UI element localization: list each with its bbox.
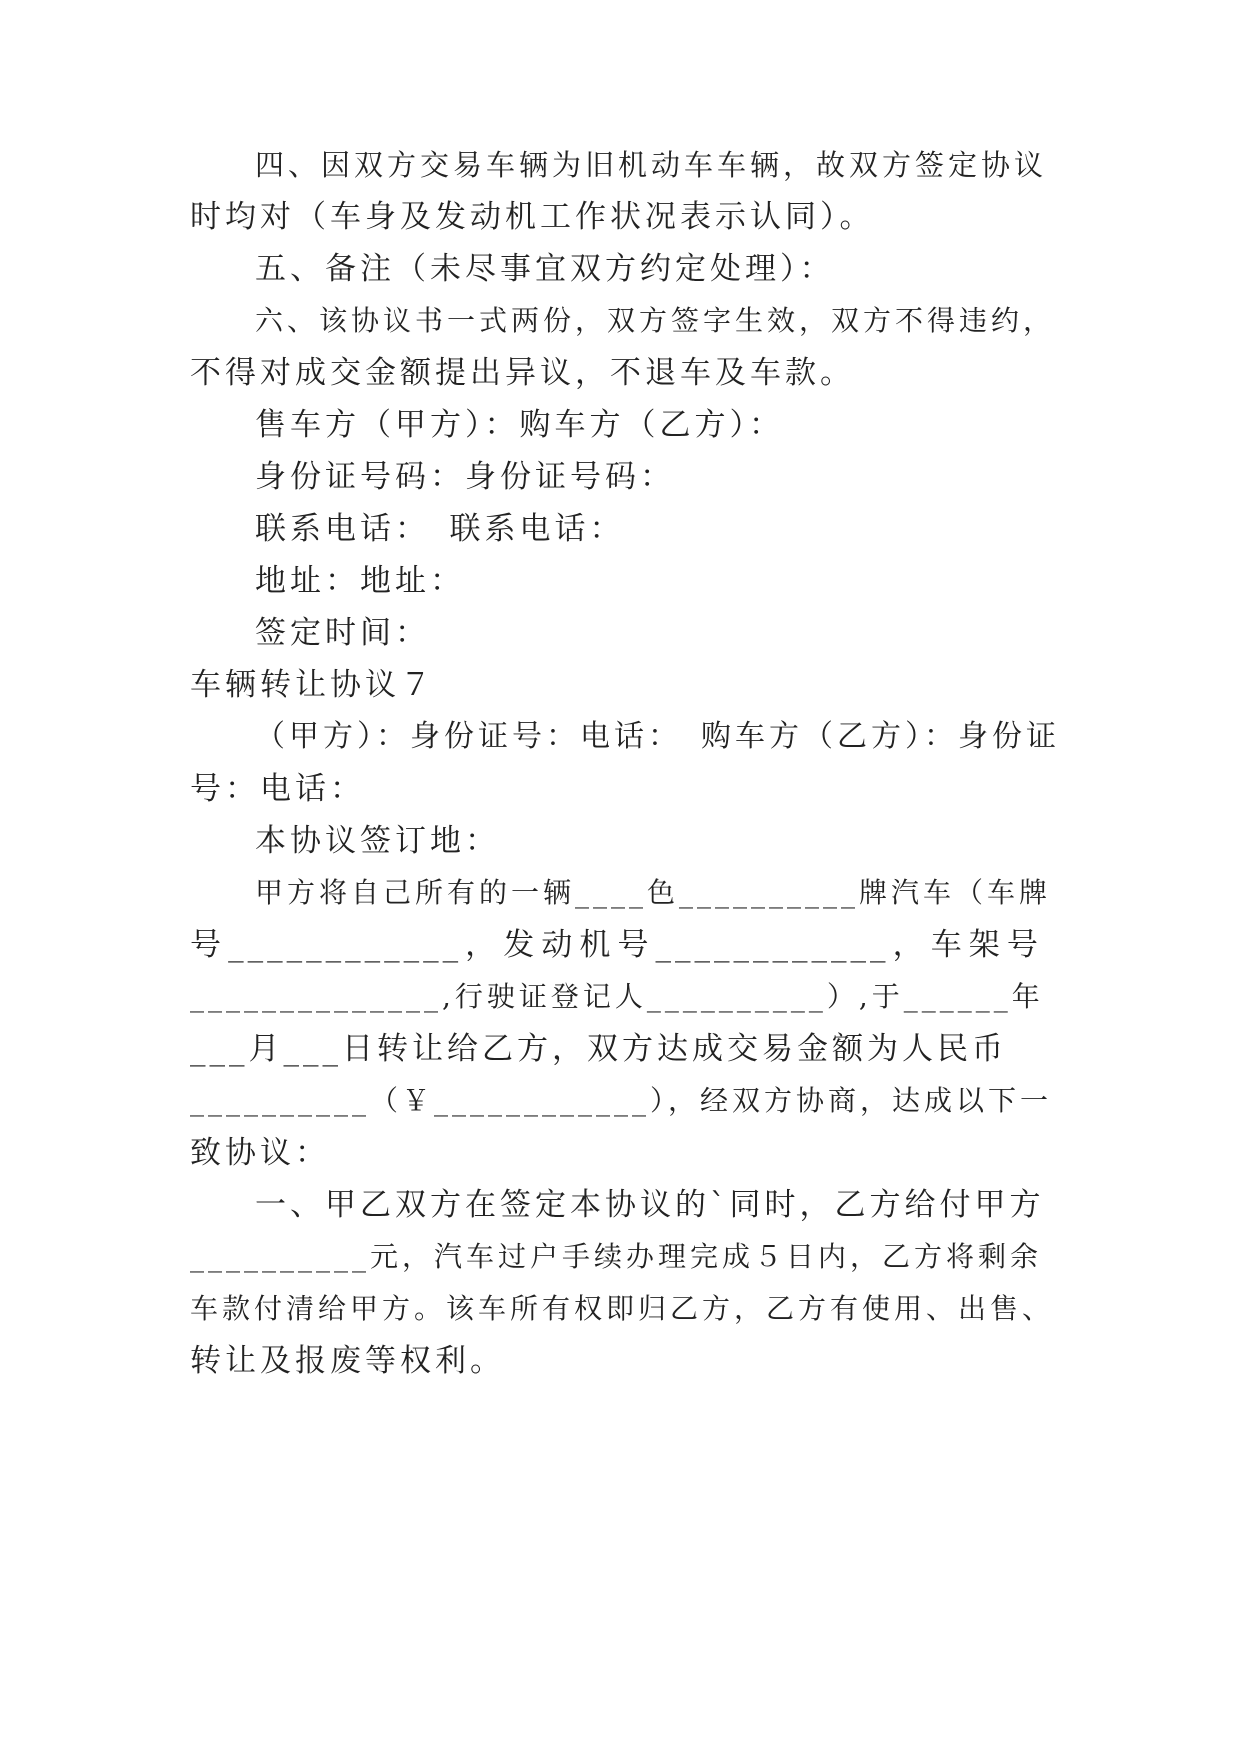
paragraph-line: （甲方）：身份证号：电话： 购车方（乙方）：身份证 (255, 719, 1060, 754)
text-segment: 发 (503, 927, 539, 963)
text-segment: 动 (541, 927, 577, 963)
paragraph-line: 四、因双方交易车辆为旧机动车车辆，故双方签定协议 (255, 148, 1048, 182)
text-segment: 号 (190, 927, 225, 963)
text-segment: 架 (968, 927, 1004, 963)
paragraph-line: 联系电话： 联系电话： (255, 511, 625, 547)
paragraph-line: 身份证号码：身份证号码： (255, 459, 675, 495)
paragraph-line: ______________,行驶证登记人__________）,于______年 (190, 980, 1044, 1013)
paragraph-line: 甲方将自己所有的一辆____色__________牌汽车（车牌 (255, 876, 1052, 909)
paragraph-line: 签定时间： (255, 615, 430, 651)
paragraph-line: 地址：地址： (255, 563, 465, 599)
blank-line: ____________ (228, 927, 463, 963)
text-segment: 号 (1006, 927, 1042, 963)
paragraph-line: 售车方（甲方）：购车方（乙方）： (255, 407, 784, 443)
paragraph-line: 六、该协议书一式两份，双方签字生效，双方不得违约， (255, 304, 1056, 337)
paragraph-line: 转让及报废等权利。 (190, 1343, 505, 1379)
paragraph-line: 车款付清给甲方。该车所有权即归乙方，乙方有使用、出售、 (190, 1292, 1055, 1325)
paragraph-line: ___月___日转让给乙方，双方达成交易金额为人民币 (190, 1031, 1007, 1067)
text-segment: 号 (617, 927, 653, 963)
paragraph-line: __________（￥____________），经双方协商，达成以下一 (190, 1084, 1053, 1117)
paragraph-line-justified (190, 920, 1042, 970)
paragraph-line: 一、甲乙双方在签定本协议的`同时，乙方给付甲方 (255, 1187, 1045, 1223)
text-segment: 机 (579, 927, 615, 963)
paragraph-line: 号：电话： (190, 771, 365, 807)
section-title: 车辆转让协议７ (190, 667, 435, 703)
paragraph-line: 五、备注（未尽事宜双方约定处理）： (255, 251, 835, 287)
blank-line: ____________ (655, 927, 890, 963)
paragraph-line: 致协议： (190, 1135, 330, 1171)
text-segment: ， (892, 927, 928, 963)
paragraph-line: 时均对（车身及发动机工作状况表示认同）。 (190, 199, 875, 235)
paragraph-line: 不得对成交金额提出异议，不退车及车款。 (190, 355, 855, 391)
text-segment: 车 (930, 927, 966, 963)
paragraph-line: 本协议签订地： (255, 823, 500, 859)
text-segment: ， (465, 927, 501, 963)
paragraph-line: __________元，汽车过户手续办理完成５日内，乙方将剩余 (190, 1240, 1043, 1273)
